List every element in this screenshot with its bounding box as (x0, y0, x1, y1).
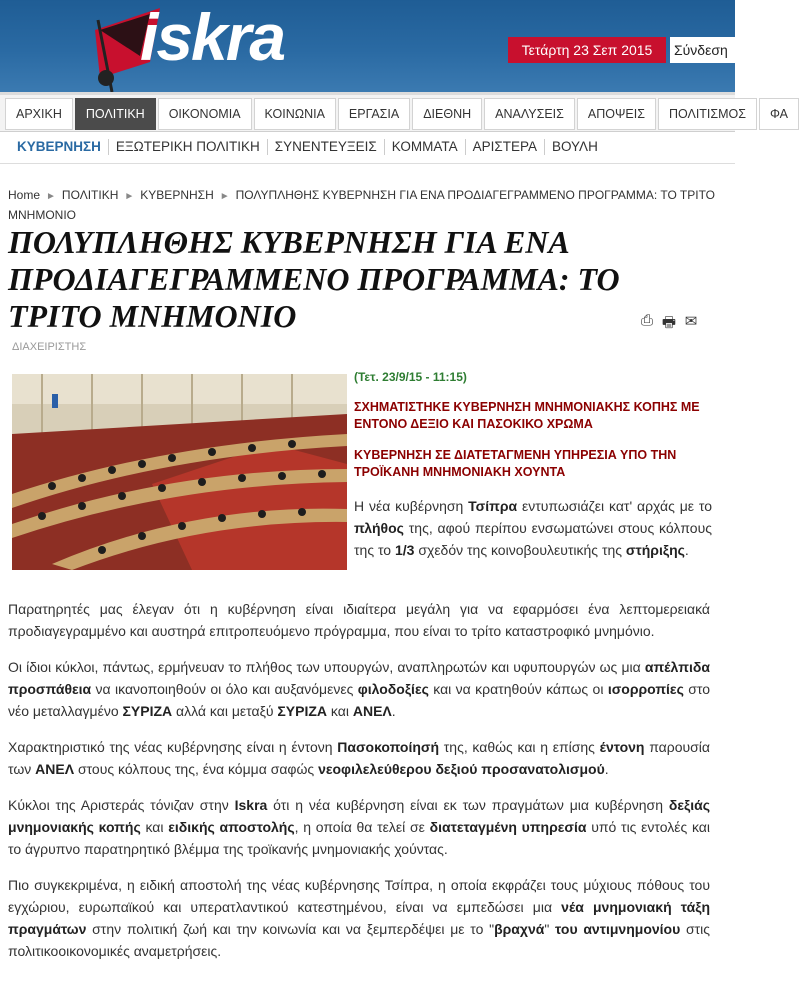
article-author: ΔΙΑΧΕΙΡΙΣΤΗΣ (12, 341, 87, 353)
nav-item-economy[interactable]: ΟΙΚΟΝΟΜΙΑ (158, 98, 252, 130)
login-link[interactable]: Σύνδεση (670, 37, 735, 63)
emphasis-text: φιλοδοξίες (357, 681, 429, 697)
body-paragraph (8, 598, 710, 642)
text-run: της, αφού περίπου ενσωματώνει στους κόλπους της το (354, 520, 712, 558)
nav-item-more[interactable]: ΦΑ (759, 98, 799, 130)
nav-item-politics[interactable]: ΠΟΛΙΤΙΚΗ (75, 98, 156, 130)
text-run: Οι ίδιοι κύκλοι, πάντως, ερμήνευαν το πλήθος των υπουργών, αναπληρωτών και υφυπουργών ως μια (8, 659, 645, 675)
subnav-item-foreign-policy[interactable]: ΕΞΩΤΕΡΙΚΗ ΠΟΛΙΤΙΚΗ (109, 139, 268, 155)
text-run: στην πολιτική ζωή και την κοινωνία και να ξεμπερδέψει με το " (86, 921, 495, 937)
emphasis-text: πλήθος (354, 520, 404, 536)
subnav-item-parties[interactable]: ΚΟΜΜΑΤΑ (385, 139, 466, 155)
emphasis-text: Πασοκοποίησή (337, 739, 440, 755)
intro-paragraph (354, 495, 712, 561)
article-title: ΠΟΛΥΠΛΗΘΗΣ ΚΥΒΕΡΝΗΣΗ ΓΙΑ ΕΝΑ ΠΡΟΔΙΑΓΕΓΡΑΜΜΕΝΟ ΠΡΟΓΡΑΜΜΑ: ΤΟ ΤΡΙΤΟ ΜΝΗΜΟΝΙΟ (8, 224, 620, 334)
breadcrumb-separator-icon: ► (219, 191, 230, 202)
logo-text[interactable]: iskra (140, 0, 285, 74)
emphasis-text: δεξιάς μνημονιακής κοπής (8, 797, 710, 835)
nav-item-analyses[interactable]: ΑΝΑΛΥΣΕΙΣ (484, 98, 575, 130)
breadcrumb-current: ΠΟΛΥΠΛΗΘΗΣ ΚΥΒΕΡΝΗΣΗ ΓΙΑ ΕΝΑ ΠΡΟΔΙΑΓΕΓΡΑΜΜΕΝΟ ΠΡΟΓΡΑΜΜΑ: ΤΟ ΤΡΙΤΟ ΜΝΗΜΟΝΙΟ (8, 188, 716, 222)
emphasis-text: νεοφιλελεύθερου δεξιού προσανατολισμού (318, 761, 605, 777)
emphasis-text: νέα μνημονιακή τάξη πραγμάτων (8, 899, 710, 937)
breadcrumb-politics[interactable]: ΠΟΛΙΤΙΚΗ (61, 188, 119, 202)
pdf-icon[interactable]: ⎙ (640, 312, 653, 329)
emphasis-text: ΣΥΡΙΖΑ (277, 703, 328, 719)
text-run: να ικανοποιηθούν οι όλο και αυξανόμενες (91, 681, 358, 697)
text-run: παρουσία των (8, 739, 710, 777)
text-run: . (684, 542, 689, 558)
body-paragraph (8, 736, 710, 780)
subnav-item-interviews[interactable]: ΣΥΝΕΝΤΕΥΞΕΙΣ (268, 139, 385, 155)
body-paragraph (8, 874, 710, 962)
text-run: Η νέα κυβέρνηση (354, 498, 469, 514)
text-run: και (140, 819, 169, 835)
article-photo (12, 374, 347, 570)
emphasis-text: στήριξης (625, 542, 685, 558)
breadcrumb-separator-icon: ► (46, 191, 56, 202)
emphasis-text: Iskra (234, 797, 268, 813)
text-run: εντυπωσιάζει κατ' αρχάς με το (517, 498, 712, 514)
article-subtitle: ΣΧΗΜΑΤΙΣΤΗΚΕ ΚΥΒΕΡΝΗΣΗ ΜΝΗΜΟΝΙΑΚΗΣ ΚΟΠΗΣ ΜΕ ΕΝΤΟΝΟ ΔΕΞΙΟ ΚΑΙ ΠΑΣΟΚΙΚΟ ΧΡΩΜΑ (354, 400, 700, 431)
email-icon[interactable]: ✉ (684, 313, 698, 330)
breadcrumb-separator-icon: ► (124, 191, 135, 202)
text-run: στις πολιτικοοικονομικές αναμετρήσεις. (8, 921, 711, 959)
body-paragraph (8, 794, 710, 860)
breadcrumb-government[interactable]: ΚΥΒΕΡΝΗΣΗ (140, 188, 214, 202)
article-lead (354, 370, 712, 561)
text-run: της, καθώς και η επίσης (439, 739, 600, 755)
emphasis-text: διατεταγμένη υπηρεσία (429, 819, 587, 835)
text-run: και (327, 703, 353, 719)
main-navigation (0, 92, 788, 132)
breadcrumb-home[interactable]: Home (8, 188, 41, 202)
text-run: σχεδόν της κοινοβουλευτικής της (414, 542, 626, 558)
text-run: αλλά και μεταξύ (172, 703, 278, 719)
text-run: ότι η νέα κυβέρνηση είναι εκ των πραγμάτων μια κυβέρνηση (267, 797, 669, 813)
emphasis-text: ειδικής αποστολής (168, 819, 295, 835)
text-run: , η οποία θα τελεί σε (294, 819, 430, 835)
text-run: υπό τις εντολές και το άγρυπνο παρατηρητικό βλέμμα της τροϊκανής μνημονιακής χούντας. (8, 819, 711, 857)
emphasis-text: ΑΝΕΛ (352, 703, 392, 719)
nav-item-labour[interactable]: ΕΡΓΑΣΙΑ (338, 98, 410, 130)
text-run: και να κρατηθούν κάπως οι (428, 681, 608, 697)
nav-item-home[interactable]: ΑΡΧΙΚΗ (5, 98, 73, 130)
subnav-item-left[interactable]: ΑΡΙΣΤΕΡΑ (466, 139, 545, 155)
article-body (8, 598, 710, 976)
emphasis-text: έντονη (599, 739, 645, 755)
emphasis-text: 1/3 (394, 542, 415, 558)
breadcrumb (8, 186, 728, 225)
article-datetime: (Τετ. 23/9/15 - 11:15) (354, 370, 467, 384)
emphasis-text: ισορροπίες (607, 681, 684, 697)
nav-item-culture[interactable]: ΠΟΛΙΤΙΣΜΟΣ (658, 98, 757, 130)
site-header (0, 0, 735, 92)
body-paragraph (8, 656, 710, 722)
nav-item-society[interactable]: ΚΟΙΝΩΝΙΑ (254, 98, 336, 130)
article-tools (638, 312, 700, 337)
nav-item-international[interactable]: ΔΙΕΘΝΗ (412, 98, 482, 130)
emphasis-text: Τσίπρα (468, 498, 518, 514)
emphasis-text: βραχνά (494, 921, 545, 937)
text-run: . (391, 703, 396, 719)
text-run: στο νέο μεταλλαγμένο (8, 681, 710, 719)
article-subtitle: ΚΥΒΕΡΝΗΣΗ ΣΕ ΔΙΑΤΕΤΑΓΜΕΝΗ ΥΠΗΡΕΣΙΑ ΥΠΟ ΤΗΝ ΤΡΟΪΚΑΝΗ ΜΝΗΜΟΝΙΑΚΗ ΧΟΥΝΤΑ (354, 448, 677, 479)
print-icon[interactable]: 🖶 (661, 314, 677, 331)
text-run: . (604, 761, 609, 777)
text-run: Χαρακτηριστικό της νέας κυβέρνησης είναι η έντονη (8, 739, 338, 755)
text-run: " (544, 921, 556, 937)
emphasis-text: του αντιμνημονίου (555, 921, 681, 937)
text-run: στους κόλπους της, ένα κόμμα σαφώς (74, 761, 319, 777)
emphasis-text: ΣΥΡΙΖΑ (122, 703, 173, 719)
emphasis-text: ΑΝΕΛ (35, 761, 75, 777)
text-run: Παρατηρητές μας έλεγαν ότι η κυβέρνηση είναι ιδιαίτερα μεγάλη για να εφαρμόσει ένα λεπτομερειακά προδιαγεγραμμένο και αυστηρά επιτροπευόμενο πρόγραμμα, που είναι το τρίτο καταστροφικό μνημόνιο. (8, 601, 710, 639)
nav-item-opinions[interactable]: ΑΠΟΨΕΙΣ (577, 98, 656, 130)
sub-navigation (0, 132, 735, 164)
emphasis-text: απέλπιδα προσπάθεια (8, 659, 710, 697)
subnav-item-government[interactable]: ΚΥΒΕΡΝΗΣΗ (10, 139, 109, 155)
text-run: Κύκλοι της Αριστεράς τόνιζαν στην (8, 797, 235, 813)
current-date: Τετάρτη 23 Σεπ 2015 (508, 37, 666, 63)
text-run: Πιο συγκεκριμένα, η ειδική αποστολή της νέας κυβέρνησης Τσίπρα, η οποία εκφράζει τους μύχιους πόθους του εγχώριου, ευρωπαϊκού και υπερατλαντικού κατεστημένου, είναι να εμπεδώσει μια (8, 877, 710, 915)
subnav-item-parliament[interactable]: ΒΟΥΛΗ (551, 139, 598, 154)
